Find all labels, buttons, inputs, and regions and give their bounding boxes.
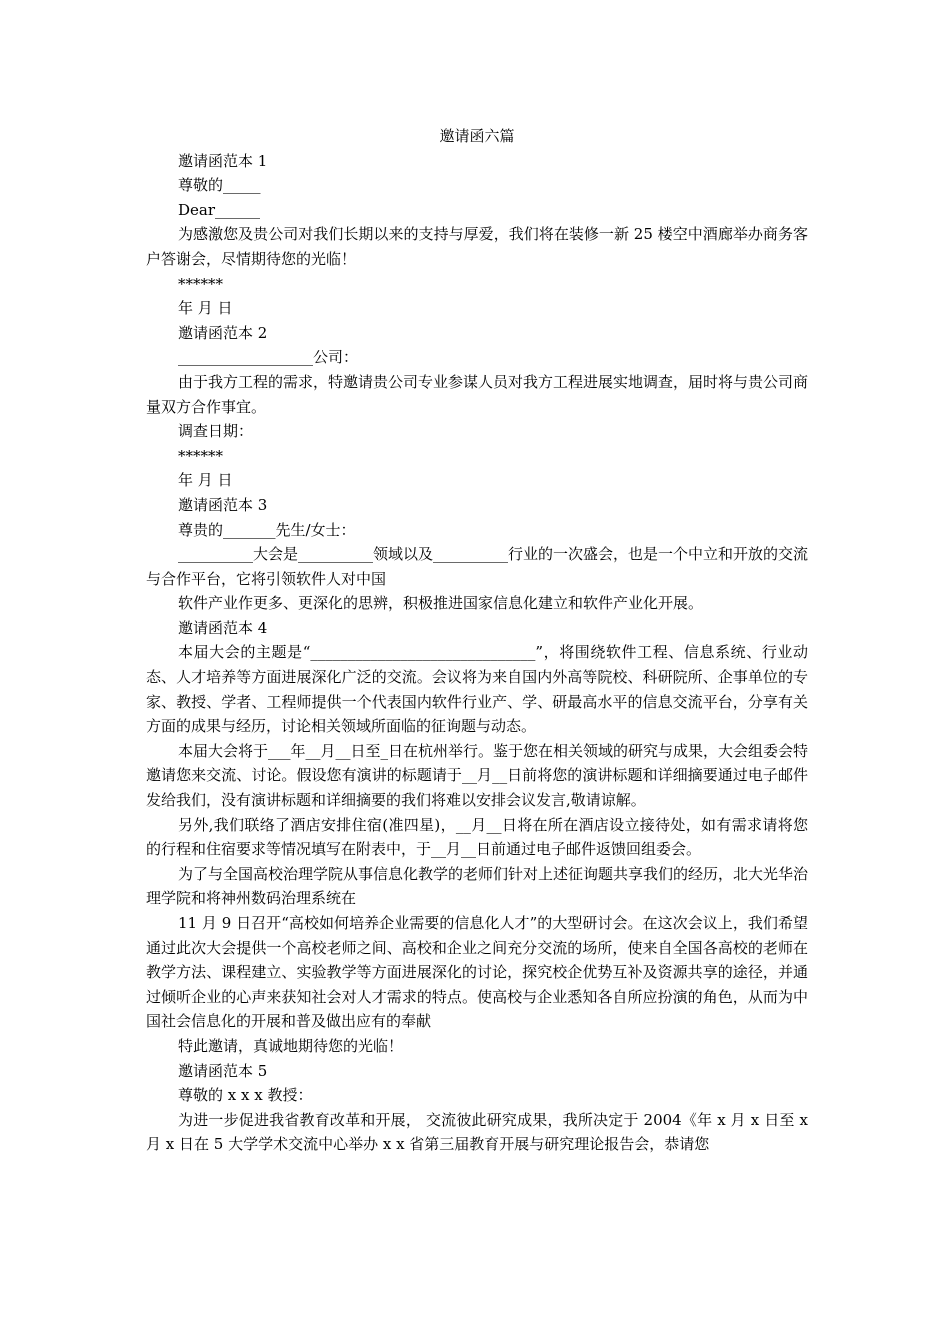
document-body [146,149,808,1157]
paragraph: 为感激您及贵公司对我们长期以来的支持与厚爱，我们将在装修一新 25 楼空中酒廊举办商务客户答谢会，尽情期待您的光临！ [146,225,808,268]
paragraph: 软件产业作更多、更深化的思辨，积极推进国家信息化建立和软件产业化开展。 [178,594,704,613]
paragraph: 为进一步促进我省教育改革和开展， 交流彼此研究成果，我所决定于 2004《年 x 月 x 日至 x 月 x 日在 5 大学学术交流中心举办 x x 省第三届教育开展与研究理论报告会，恭请您 [146,1110,808,1154]
paragraph: Dear______ [178,200,261,219]
paragraph: 特此邀请，真诚地期待您的光临！ [178,1036,404,1055]
paragraph: __________大会是__________领域以及__________行业的一次盛会，也是一个中立和开放的交流与合作平台，它将引领软件人对中国 [146,545,809,588]
paragraph: 年 月 日 [178,471,233,490]
paragraph: 邀请函范本 2 [178,323,268,342]
paragraph: 尊敬的_____ [178,176,261,195]
paragraph: 尊敬的 x x x 教授： [178,1086,313,1105]
paragraph: 邀请函范本 5 [178,1061,268,1080]
paragraph: 邀请函范本 4 [178,618,268,637]
document-page [146,124,808,1157]
paragraph: __________________公司： [178,348,359,367]
paragraph: ****** [178,274,223,293]
paragraph: 调查日期： [178,422,254,441]
document-title: 邀请函六篇 [439,127,515,145]
paragraph: 邀请函范本 1 [178,151,268,170]
paragraph: ****** [178,446,223,465]
paragraph: 年 月 日 [178,299,233,318]
paragraph: 11 月 9 日召开“高校如何培养企业需要的信息化人才”的大型研讨会。在这次会议上，我们希望通过此次大会提供一个高校老师之间、高校和企业之间充分交流的场所，使来自全国各高校的老师在教学方法、课程建立、实验教学等方面进展深化的讨论，探究校企优势互补及资源共享的途径，并通过倾听企业的心声来获知社会对人才需求的特点。使高校与企业悉知各自所应扮演的角色，从而为中国社会信息化的开展和普及做出应有的奉献 [146,914,808,1031]
paragraph: 尊贵的_______先生/女士： [178,520,356,539]
paragraph: 本届大会的主题是“______________________________”，将围绕软件工程、信息系统、行业动态、人才培养等方面进展深化广泛的交流。会议将为来自国内外高等院校、科研院所、企事单位的专家、教授、学者、工程师提供一个代表国内软件行业产、学、研最高水平的信息交流平台，分享有关方面的成果与经历，讨论相关领域所面临的征询题与动态。 [146,643,808,736]
paragraph: 为了与全国高校治理学院从事信息化教学的老师们针对上述征询题共享我们的经历，北大光华治理学院和将神州数码治理系统在 [146,864,809,908]
paragraph: 另外,我们联络了酒店安排住宿(准四星)，__月__日将在所在酒店设立接待处，如有需求请将您的行程和住宿要求等情况填写在附表中，于__月__日前通过电子邮件返馈回组委会。 [146,815,808,859]
paragraph: 本届大会将于___年__月__日至_日在杭州举行。鉴于您在相关领域的研究与成果，大会组委会特邀请您来交流、讨论。假设您有演讲的标题请于__月__日前将您的演讲标题和详细摘要通过电子邮件发给我们，没有演讲标题和详细摘要的我们将难以安排会议发言,敬请谅解。 [146,741,809,810]
paragraph: 邀请函范本 3 [178,495,268,514]
paragraph: 由于我方工程的需求，特邀请贵公司专业参谋人员对我方工程进展实地调查，届时将与贵公司商量双方合作事宜。 [146,372,809,416]
